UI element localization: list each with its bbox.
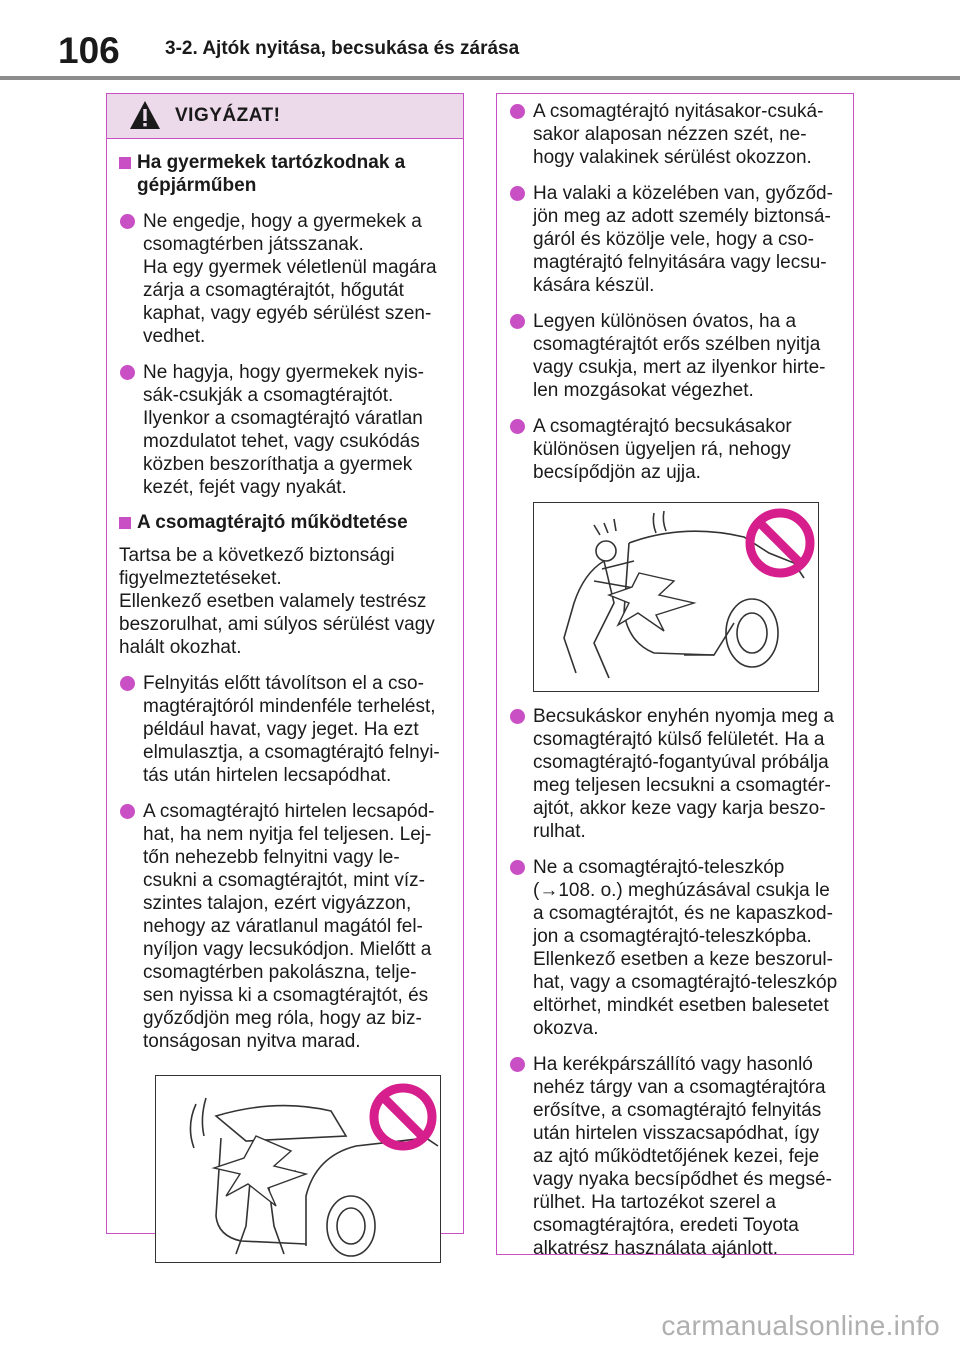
text-line: rulhat. — [533, 821, 586, 842]
text-line: csomagtérben pakolászna, telje- — [143, 962, 417, 983]
text-line: alkatrész használata ajánlott. — [533, 1238, 779, 1259]
text-line: meg teljesen lecsukni a csomagtér- — [533, 775, 831, 796]
text-line: okozva. — [533, 1018, 599, 1039]
illustration-finger-pinch — [533, 502, 819, 692]
text-line: mozdulatot tehet, vagy csukódás — [143, 431, 420, 452]
text-line: csomagtérajtóra, eredeti Toyota — [533, 1215, 799, 1236]
text-line: kaphat, vagy egyéb sérülést szen- — [143, 303, 432, 324]
text-line: győződjön meg róla, hogy az biz- — [143, 1008, 422, 1029]
text-line: ajtót, akkor keze vagy karja beszo- — [533, 798, 826, 819]
page-header — [0, 0, 960, 80]
list-item — [509, 310, 843, 402]
bullet-dot-icon — [510, 1057, 525, 1072]
text-line: gáról és közölje vele, hogy a cso- — [533, 229, 814, 250]
text-line: hogy valakinek sérülést okozzon. — [533, 147, 812, 168]
text-line: sakor alaposan nézzen szét, ne- — [533, 124, 807, 145]
illustration-tailgate-wind — [155, 1075, 441, 1263]
text-line: vagy nyaka becsípődhet és megsé- — [533, 1169, 832, 1190]
text-line: hat, ha nem nyitja fel teljesen. Lej- — [143, 824, 432, 845]
list-item — [509, 182, 843, 297]
text-line: szintes talajon, ezért vigyázzon, — [143, 893, 412, 914]
text-line: Ilyenkor a csomagtérajtó váratlan — [143, 408, 423, 429]
text-line: A csomagtérajtó hirtelen lecsapód- — [143, 801, 435, 822]
text-line: eltörhet, mindkét esetben balesetet — [533, 995, 829, 1016]
bullet-dot-icon — [510, 186, 525, 201]
page-number: 106 — [58, 30, 120, 71]
text-line: len mozgásokat végezhet. — [533, 380, 754, 401]
text-line: nyíljon vagy lecsukódjon. Mielőtt a — [143, 939, 432, 960]
square-bullet-icon — [119, 517, 131, 529]
list-item — [509, 1053, 843, 1260]
bullet-dot-icon — [510, 419, 525, 434]
page-reference[interactable]: (→108. o.) meghúzásával csukja le — [533, 880, 830, 901]
text-line: magtérajtóról mindenféle terhelést, — [143, 696, 436, 717]
bullet-dot-icon — [510, 314, 525, 329]
text-line: erősítve, a csomagtérajtó felnyitás — [533, 1100, 822, 1121]
warning-triangle-icon — [129, 100, 161, 130]
text-line: Ne engedje, hogy a gyermekek a — [143, 211, 422, 232]
list-item — [509, 415, 843, 484]
bullet-dot-icon — [120, 804, 135, 819]
text-line: csomagtérben játsszanak. — [143, 234, 364, 255]
text-line: különösen ügyeljen rá, nehogy — [533, 439, 791, 460]
text-line: A csomagtérajtó működtetése — [137, 512, 408, 533]
text-line: csomagtérajtó-fogantyúval próbálja — [533, 752, 829, 773]
text-line: Ha gyermekek tartózkodnak a — [137, 152, 406, 173]
subheading-children — [119, 151, 453, 197]
list-item — [119, 672, 453, 787]
text-line: a csomagtérajtót, és ne kapaszkod- — [533, 903, 833, 924]
text-line: magtérajtó felnyitására vagy lecsu- — [533, 252, 827, 273]
section-title: 3-2. Ajtók nyitása, becsukása és zárása — [165, 38, 520, 59]
text-line: kására készül. — [533, 275, 655, 296]
text-line: rülhet. Ha tartozékot szerel a — [533, 1192, 776, 1213]
bullet-dot-icon — [120, 365, 135, 380]
text-line: Felnyitás előtt távolítson el a cso- — [143, 673, 424, 694]
text-line: vagy csukja, mert az ilyenkor hirte- — [533, 357, 826, 378]
bullet-dot-icon — [510, 860, 525, 875]
text-line: A csomagtérajtó becsukásakor — [533, 416, 792, 437]
text-line: jon a csomagtérajtó-teleszkópba. — [533, 926, 812, 947]
text-line: Ellenkező esetben valamely testrész — [119, 591, 427, 612]
text-line: Ha kerékpárszállító vagy hasonló — [533, 1054, 813, 1075]
text-line: Ne a csomagtérajtó-teleszkóp — [533, 857, 785, 878]
bullet-dot-icon — [120, 676, 135, 691]
list-item — [119, 800, 453, 1053]
text-line: Ne hagyja, hogy gyermekek nyis- — [143, 362, 424, 383]
list-item — [119, 361, 453, 499]
text-line: kezét, fejét vagy nyakát. — [143, 477, 347, 498]
text-line: például havat, vagy jeget. Ha ezt — [143, 719, 419, 740]
square-bullet-icon — [119, 157, 131, 169]
text-line: Becsukáskor enyhén nyomja meg a — [533, 706, 834, 727]
list-item — [509, 100, 843, 169]
text-line: közben beszoríthatja a gyermek — [143, 454, 413, 475]
text-line: halált okozhat. — [119, 637, 242, 658]
caution-box — [106, 93, 464, 1234]
text-line: tonságosan nyitva marad. — [143, 1031, 361, 1052]
text-line: tőn nehezebb felnyitni vagy le- — [143, 847, 400, 868]
text-line: gépjárműben — [137, 175, 257, 196]
paragraph — [119, 544, 453, 659]
text-line: csomagtérajtó külső felületét. Ha a — [533, 729, 825, 750]
text-line: figyelmeztetéseket. — [119, 568, 282, 589]
text-line: jön meg az adott személy biztonsá- — [533, 206, 831, 227]
text-line: Ellenkező esetben a keze beszorul- — [533, 949, 833, 970]
caution-header — [107, 94, 463, 139]
list-item — [509, 705, 843, 843]
header-rule — [0, 76, 960, 80]
list-item — [119, 210, 453, 348]
text-line: sák-csukják a csomagtérajtót. — [143, 385, 394, 406]
bullet-dot-icon — [120, 214, 135, 229]
text-line: vedhet. — [143, 326, 206, 347]
caution-title: VIGYÁZAT! — [175, 105, 281, 126]
bullet-dot-icon — [510, 709, 525, 724]
bullet-dot-icon — [510, 104, 525, 119]
text-line: csomagtérajtót erős szélben nyitja — [533, 334, 821, 355]
text-line: Tartsa be a következő biztonsági — [119, 545, 395, 566]
text-line: nehéz tárgy van a csomagtérajtóra — [533, 1077, 826, 1098]
text-line: Legyen különösen óvatos, ha a — [533, 311, 797, 332]
text-line: beszorulhat, ami súlyos sérülést vagy — [119, 614, 435, 635]
prohibition-icon — [744, 507, 816, 579]
text-line: az ajtó működtetőjének kezei, feje — [533, 1146, 820, 1167]
text-line: becsípődjön az ujja. — [533, 462, 701, 483]
list-item — [509, 856, 843, 1040]
text-line: csukni a csomagtérajtót, mint víz- — [143, 870, 425, 891]
text-line: után hirtelen visszacsapódhat, így — [533, 1123, 820, 1144]
text-line: sen nyissa ki a csomagtérajtót, és — [143, 985, 429, 1006]
prohibition-icon — [368, 1082, 438, 1152]
text-line: tás után hirtelen lecsapódhat. — [143, 765, 392, 786]
caution-box-continued — [496, 93, 854, 1259]
text-line: nehogy az váratlanul magától fel- — [143, 916, 423, 937]
text-line: elmulasztja, a csomagtérajtó felnyi- — [143, 742, 440, 763]
watermark: carmanualsonline.info — [661, 1310, 940, 1341]
text-line: Ha valaki a közelében van, győződ- — [533, 183, 833, 204]
text-line: A csomagtérajtó nyitásakor-csuká- — [533, 101, 824, 122]
subheading-operation — [119, 511, 453, 534]
text-line: Ha egy gyermek véletlenül magára — [143, 257, 437, 278]
text-line: hat, vagy a csomagtérajtó-teleszkóp — [533, 972, 838, 993]
text-line: zárja a csomagtérajtót, hőgutát — [143, 280, 404, 301]
